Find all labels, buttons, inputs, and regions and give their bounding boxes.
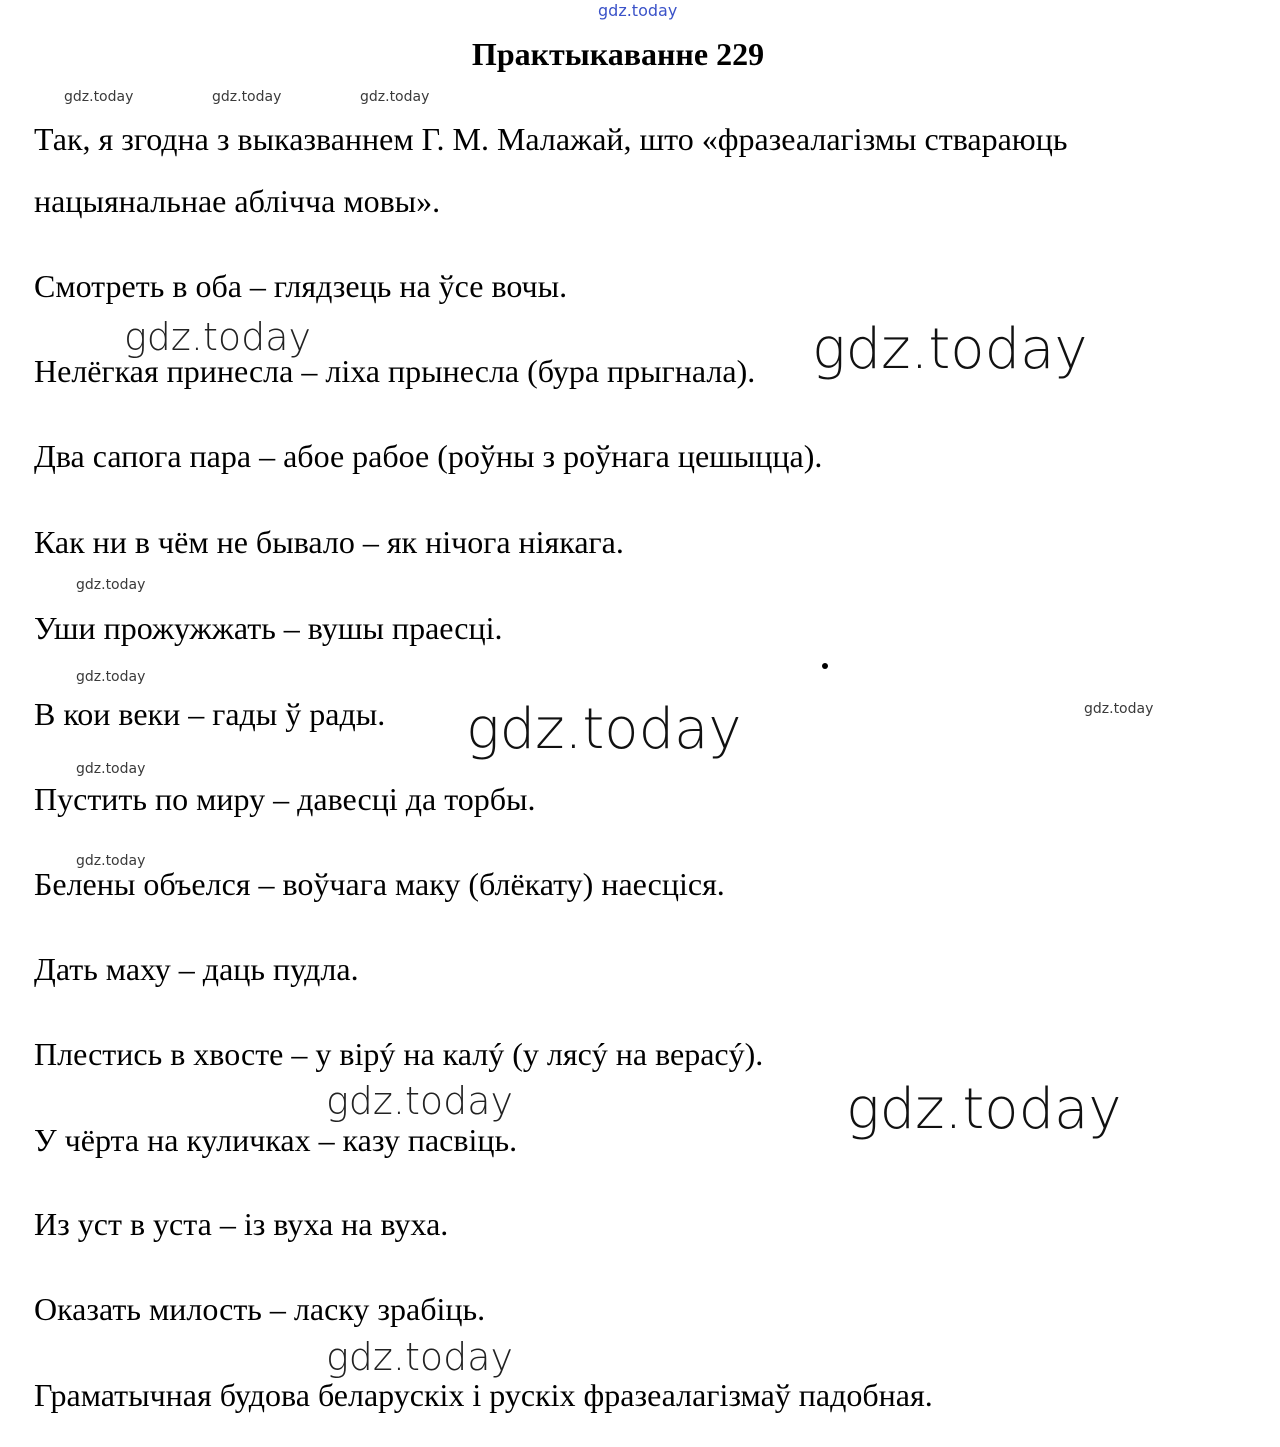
watermark-medium: gdz.today xyxy=(326,1079,513,1123)
phrase-line: Оказать милость – ласку зрабіць. xyxy=(34,1291,486,1327)
phrase-line: Уши прожужжать – вушы праесці. xyxy=(34,610,503,646)
phrase-line: Как ни в чём не бывало – як нічога ніякага. xyxy=(34,524,624,560)
phrase-line: Пустить по миру – давесці да торбы. xyxy=(34,781,536,817)
intro-line-1: Так, я згодна з выказваннем Г. М. Малажай, што «фразеалагізмы ствараюць xyxy=(34,121,1068,157)
phrase-line: Белены объелся – воўчага маку (блёкату) наесціся. xyxy=(34,866,725,902)
phrase-line: Из уст в уста – із вуха на вуха. xyxy=(34,1206,449,1242)
watermark-small: gdz.today xyxy=(76,669,146,685)
intro-line-2: нацыянальнае аблічча мовы». xyxy=(34,183,441,219)
phrase-line: Нелёгкая принесла – ліха прынесла (бура прыгнала). xyxy=(34,353,756,389)
watermark-small: gdz.today xyxy=(64,89,134,105)
watermark-small: gdz.today xyxy=(76,577,146,593)
conclusion-line: Граматычная будова беларускіх і рускіх фразеалагізмаў падобная. xyxy=(34,1377,933,1413)
stray-dot xyxy=(822,663,828,669)
watermark-small: gdz.today xyxy=(360,89,430,105)
watermark-small: gdz.today xyxy=(76,761,146,777)
phrase-line: У чёрта на куличках – казу пасвіць. xyxy=(34,1122,518,1158)
phrase-line: Дать маху – даць пудла. xyxy=(34,951,359,987)
watermark-small: gdz.today xyxy=(1084,701,1154,717)
watermark-large: gdz.today xyxy=(466,697,742,762)
watermark-medium: gdz.today xyxy=(326,1335,513,1379)
watermark-small: gdz.today xyxy=(212,89,282,105)
phrase-line: В кои веки – гады ў рады. xyxy=(34,696,386,732)
page-title: Практыкаванне 229 xyxy=(471,36,765,72)
watermark-medium: gdz.today xyxy=(124,315,311,359)
watermark-top: gdz.today xyxy=(598,1,678,20)
phrase-line: Два сапога пара – абое рабое (роўны з роўнага цешыцца). xyxy=(34,438,823,474)
watermark-large: gdz.today xyxy=(846,1077,1122,1142)
phrase-line: Плестись в хвосте – у вірý на калý (у лясý на верасý). xyxy=(34,1036,764,1072)
watermark-small: gdz.today xyxy=(76,853,146,869)
phrase-line: Смотреть в оба – глядзець на ўсе вочы. xyxy=(34,268,568,304)
watermark-large: gdz.today xyxy=(812,317,1088,382)
